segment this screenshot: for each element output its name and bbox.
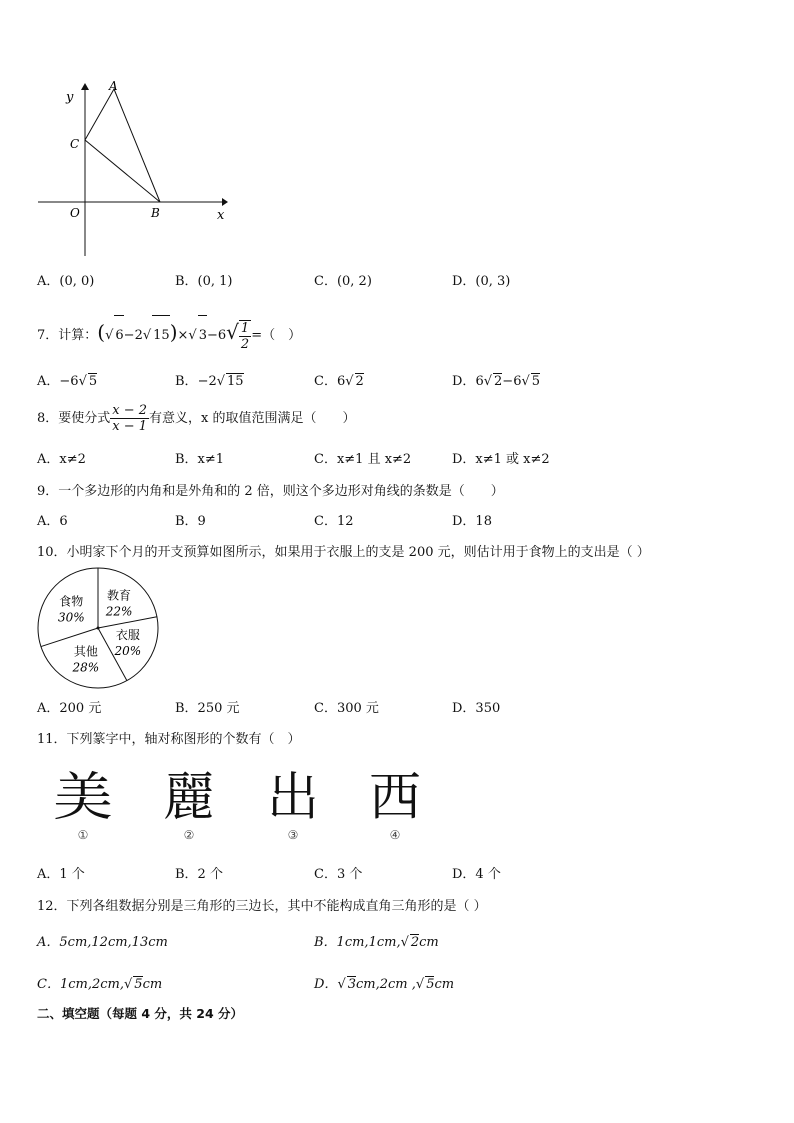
q6-option-a[interactable]: A．(0, 0) (37, 274, 95, 289)
seal-glyph: 出 (266, 768, 319, 828)
seal-character-1 (52, 768, 114, 842)
q12-stem: 12．下列各组数据分别是三角形的三边长，其中不能构成直角三角形的是（ ） (37, 899, 487, 914)
q6-option-b[interactable]: B．(0, 1) (175, 274, 233, 289)
pie-slice-value: 22% (105, 604, 133, 619)
seal-glyph: 麗 (162, 768, 215, 828)
q11-option-b[interactable]: B．2 个 (175, 867, 223, 882)
q11-option-a[interactable]: A．1 个 (37, 867, 85, 882)
seal-character-4 (364, 768, 426, 842)
q11-option-c[interactable]: C．3 个 (314, 867, 363, 882)
pie-slice-value: 28% (72, 660, 100, 675)
q11-stem: 11．下列篆字中，轴对称图形的个数有（ ） (37, 732, 301, 747)
q7-option-b[interactable]: B．−2√ 15 (175, 374, 244, 389)
seal-number: ① (77, 828, 89, 842)
pie-slice-value: 20% (114, 644, 142, 659)
label-b: B (151, 206, 160, 220)
q6-option-c[interactable]: C．(0, 2) (314, 274, 372, 289)
q7-expression: (√ 6−2√ 15)×√ 3−6√ $\frac{1}{2}$ (97, 328, 251, 343)
q8-stem: 8．要使分式 $\frac{x - 2}{x - 1}$ 有意义，x 的取值范围满足（ ） (37, 403, 356, 434)
q9-option-c[interactable]: C．12 (314, 514, 354, 529)
pie-slice-label: 衣服 (115, 628, 140, 643)
q9-option-b[interactable]: B．9 (175, 514, 206, 529)
pie-slice-label: 食物 (59, 594, 84, 609)
label-y: y (66, 90, 74, 105)
q10-option-d[interactable]: D．350 (452, 701, 501, 716)
triangle-abc (85, 89, 160, 202)
q11-option-d[interactable]: D．4 个 (452, 867, 501, 882)
seal-character-3 (262, 768, 324, 842)
q9-option-a[interactable]: A．6 (37, 514, 68, 529)
q12-option-a[interactable]: A．5cm,12cm,13cm (37, 935, 168, 950)
q7-option-c[interactable]: C．6√ 2 (314, 374, 364, 389)
seal-number: ④ (389, 828, 401, 842)
q8-option-b[interactable]: B．x≠1 (175, 452, 225, 467)
q7-tail: =（ ） (251, 328, 302, 343)
y-axis-arrow (81, 83, 89, 90)
x-axis-arrow (222, 198, 228, 206)
q8-option-d[interactable]: D．x≠1 或 x≠2 (452, 452, 550, 467)
section-2-title: 二、填空题（每题 4 分，共 24 分） (37, 1006, 244, 1021)
label-c: C (70, 137, 80, 151)
q9-stem: 9．一个多边形的内角和是外角和的 2 倍，则这个多边形对角线的条数是（ ） (37, 484, 504, 499)
label-x: x (217, 208, 225, 223)
q10-option-a[interactable]: A．200 元 (37, 701, 102, 716)
q12-option-d[interactable]: D．√ 3cm,2cm ,√ 5cm (314, 977, 455, 992)
coordinate-triangle-figure (30, 78, 240, 263)
q10-option-b[interactable]: B．250 元 (175, 701, 240, 716)
pie-slice-label: 教育 (107, 588, 132, 603)
q8-fraction: $\frac{x - 2}{x - 1}$ (112, 403, 148, 434)
q7-stem (37, 312, 301, 352)
q10-stem: 10．小明家下个月的开支预算如图所示，如果用于衣服上的支是 200 元，则估计用于食物上的支出是（ ） (37, 545, 650, 560)
label-a: A (109, 79, 118, 93)
q9-option-d[interactable]: D．18 (452, 514, 492, 529)
seal-character-2 (158, 768, 220, 842)
q7-option-d[interactable]: D．6√ 2−6√ 5 (452, 374, 541, 389)
seal-glyph: 西 (368, 768, 421, 828)
q10-option-c[interactable]: C．300 元 (314, 701, 379, 716)
q6-option-d[interactable]: D．(0, 3) (452, 274, 511, 289)
pie-slice-value: 30% (57, 610, 85, 625)
seal-number: ③ (287, 828, 299, 842)
q7-option-a[interactable]: A．−6√ 5 (37, 374, 98, 389)
q8-option-c[interactable]: C．x≠1 且 x≠2 (314, 452, 412, 467)
q12-option-b[interactable]: B．1cm,1cm,√ 2cm (314, 935, 439, 950)
pie-slice-label: 其他 (73, 644, 98, 659)
q7-number: 7．计算： (37, 328, 98, 343)
q8-option-a[interactable]: A．x≠2 (37, 452, 86, 467)
pie-center-dot (97, 627, 100, 630)
seal-glyph: 美 (53, 768, 113, 828)
seal-number: ② (183, 828, 195, 842)
budget-pie-chart (36, 566, 160, 690)
label-o: O (70, 206, 80, 220)
q12-option-c[interactable]: C．1cm,2cm,√ 5cm (37, 977, 163, 992)
